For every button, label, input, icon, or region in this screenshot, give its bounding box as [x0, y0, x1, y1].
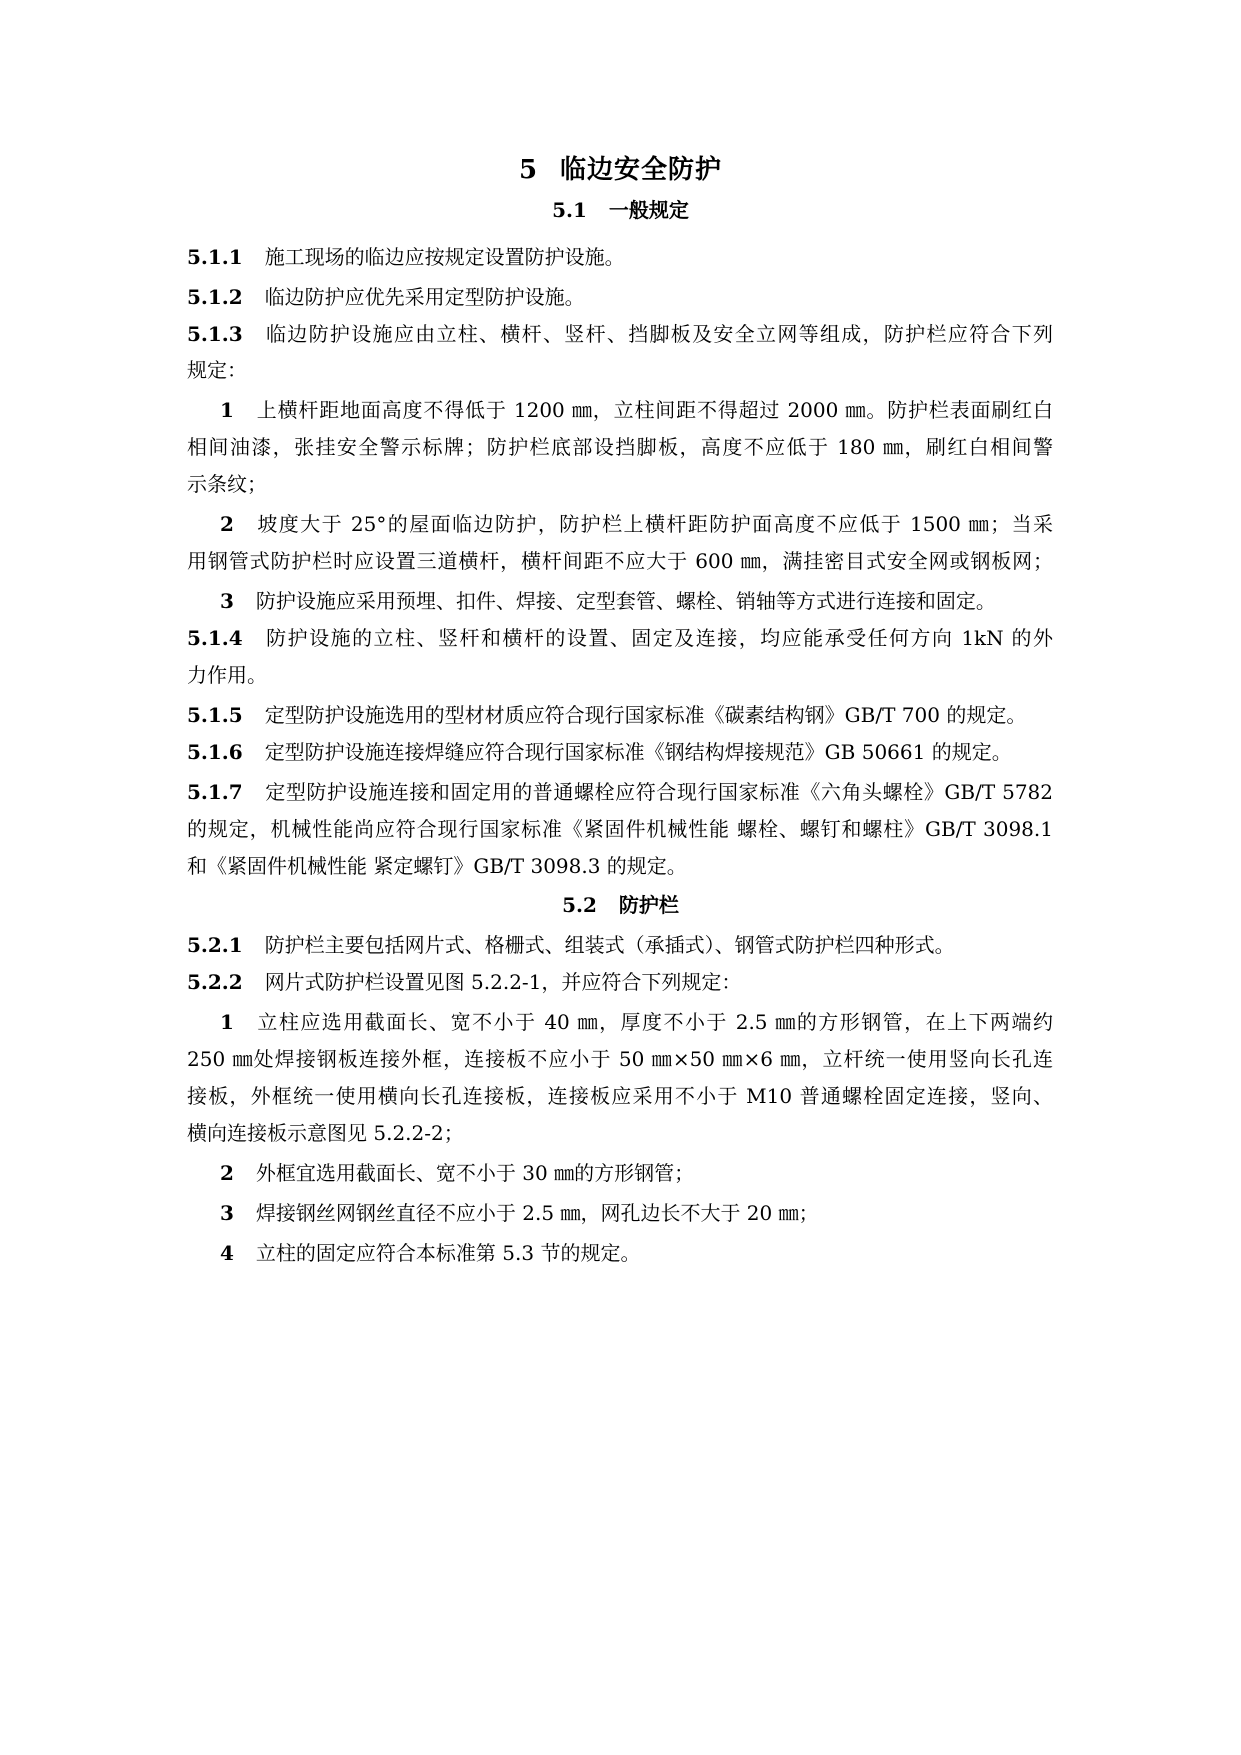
item-text: 立柱应选用截面长、宽不小于 40 ㎜，厚度不小于 2.5 ㎜的方形钢管，在上下两端约: [255, 1010, 1053, 1034]
text-line: [187, 545, 1053, 577]
item-line: [187, 508, 1053, 540]
chapter-number: 5: [518, 155, 539, 185]
section-title-text: 防护栏: [618, 893, 679, 917]
clause-text: 临边防护设施应由立柱、横杆、竖杆、挡脚板及安全立网等组成，防护栏应符合下列: [264, 322, 1053, 346]
clause-line: [187, 241, 1053, 273]
item-number: 3: [220, 1201, 234, 1225]
line-text: 示条纹；: [187, 472, 267, 496]
item-number: 3: [220, 589, 234, 613]
item-text: 焊接钢丝网钢丝直径不应小于 2.5 ㎜，网孔边长不大于 20 ㎜；: [255, 1201, 819, 1225]
text-line: [187, 1117, 1053, 1149]
text-line: [187, 354, 1053, 386]
line-text: 接板，外框统一使用横向长孔连接板，连接板应采用不小于 M10 普通螺栓固定连接，竖向、: [187, 1084, 1053, 1108]
item-line: [187, 394, 1053, 426]
item-line: [187, 1157, 1053, 1189]
clause-text: 防护栏主要包括网片式、格栅式、组装式（承插式）、钢管式防护栏四种形式。: [264, 933, 955, 957]
clause-number: 5.1.1: [187, 245, 243, 269]
clause-number: 5.2.1: [187, 933, 243, 957]
item-text: 外框宜选用截面长、宽不小于 30 ㎜的方形钢管；: [255, 1161, 695, 1185]
clause-line: [187, 281, 1053, 313]
clause-number: 5.1.5: [187, 703, 243, 727]
line-text: 和《紧固件机械性能 紧定螺钉》GB/T 3098.3 的规定。: [187, 854, 687, 878]
item-text: 防护设施应采用预埋、扣件、焊接、定型套管、螺栓、销轴等方式进行连接和固定。: [255, 589, 996, 613]
line-text: 的规定，机械性能尚应符合现行国家标准《紧固件机械性能 螺栓、螺钉和螺柱》GB/T 3098.1: [187, 817, 1053, 841]
item-text: 坡度大于 25°的屋面临边防护，防护栏上横杆距防护面高度不应低于 1500 ㎜；当采: [255, 512, 1053, 536]
item-number: 1: [220, 1010, 234, 1034]
clause-line: [187, 318, 1053, 350]
item-text: 上横杆距地面高度不得低于 1200 ㎜，立柱间距不得超过 2000 ㎜。防护栏表面刷红白: [255, 398, 1053, 422]
section-number: 5.1: [552, 198, 587, 222]
chapter-title-text: 临边安全防护: [560, 155, 723, 185]
item-text: 立柱的固定应符合本标准第 5.3 节的规定。: [255, 1241, 641, 1265]
text-line: [187, 850, 1053, 882]
clause-text: 防护设施的立柱、竖杆和横杆的设置、固定及连接，均应能承受任何方向 1kN 的外: [264, 626, 1053, 650]
line-text: 横向连接板示意图见 5.2.2-2；: [187, 1121, 464, 1145]
item-number: 2: [220, 1161, 234, 1185]
item-line: [187, 1237, 1053, 1269]
line-text: 相间油漆，张挂安全警示标牌；防护栏底部设挡脚板，高度不应低于 180 ㎜，刷红白相间警: [187, 435, 1053, 459]
section-number: 5.2: [562, 893, 597, 917]
clause-text: 施工现场的临边应按规定设置防护设施。: [264, 245, 625, 269]
section-title-5-2: [0, 890, 1241, 920]
section-title-5-1: [0, 195, 1241, 225]
item-number: 1: [220, 398, 234, 422]
clause-number: 5.2.2: [187, 970, 243, 994]
section-title-text: 一般规定: [608, 198, 689, 222]
line-text: 力作用。: [187, 663, 267, 687]
clause-number: 5.1.7: [187, 780, 243, 804]
item-number: 4: [220, 1241, 234, 1265]
clause-text: 定型防护设施连接和固定用的普通螺栓应符合现行国家标准《六角头螺栓》GB/T 5782: [264, 780, 1053, 804]
clause-number: 5.1.2: [187, 285, 243, 309]
item-number: 2: [220, 512, 234, 536]
clause-line: [187, 966, 1053, 998]
clause-text: 定型防护设施选用的型材材质应符合现行国家标准《碳素结构钢》GB/T 700 的规定。: [264, 703, 1027, 727]
text-line: [187, 468, 1053, 500]
item-line: [187, 1006, 1053, 1038]
clause-text: 定型防护设施连接焊缝应符合现行国家标准《钢结构焊接规范》GB 50661 的规定。: [264, 740, 1012, 764]
clause-line: [187, 622, 1053, 654]
text-line: [187, 431, 1053, 463]
clause-text: 临边防护应优先采用定型防护设施。: [264, 285, 585, 309]
text-line: [187, 1043, 1053, 1075]
line-text: 规定：: [187, 358, 247, 382]
text-line: [187, 659, 1053, 691]
clause-number: 5.1.4: [187, 626, 243, 650]
clause-line: [187, 699, 1053, 731]
text-line: [187, 1080, 1053, 1112]
clause-line: [187, 776, 1053, 808]
clause-number: 5.1.3: [187, 322, 243, 346]
line-text: 250 ㎜处焊接钢板连接外框，连接板不应小于 50 ㎜×50 ㎜×6 ㎜，立杆统一使用竖向长孔连: [187, 1047, 1053, 1071]
clause-line: [187, 929, 1053, 961]
clause-text: 网片式防护栏设置见图 5.2.2-1，并应符合下列规定：: [264, 970, 742, 994]
clause-number: 5.1.6: [187, 740, 243, 764]
chapter-title: [0, 150, 1241, 190]
item-line: [187, 1197, 1053, 1229]
line-text: 用钢管式防护栏时应设置三道横杆，横杆间距不应大于 600 ㎜，满挂密目式安全网或钢板网；: [187, 549, 1053, 573]
text-line: [187, 813, 1053, 845]
item-line: [187, 585, 1053, 617]
clause-line: [187, 736, 1053, 768]
